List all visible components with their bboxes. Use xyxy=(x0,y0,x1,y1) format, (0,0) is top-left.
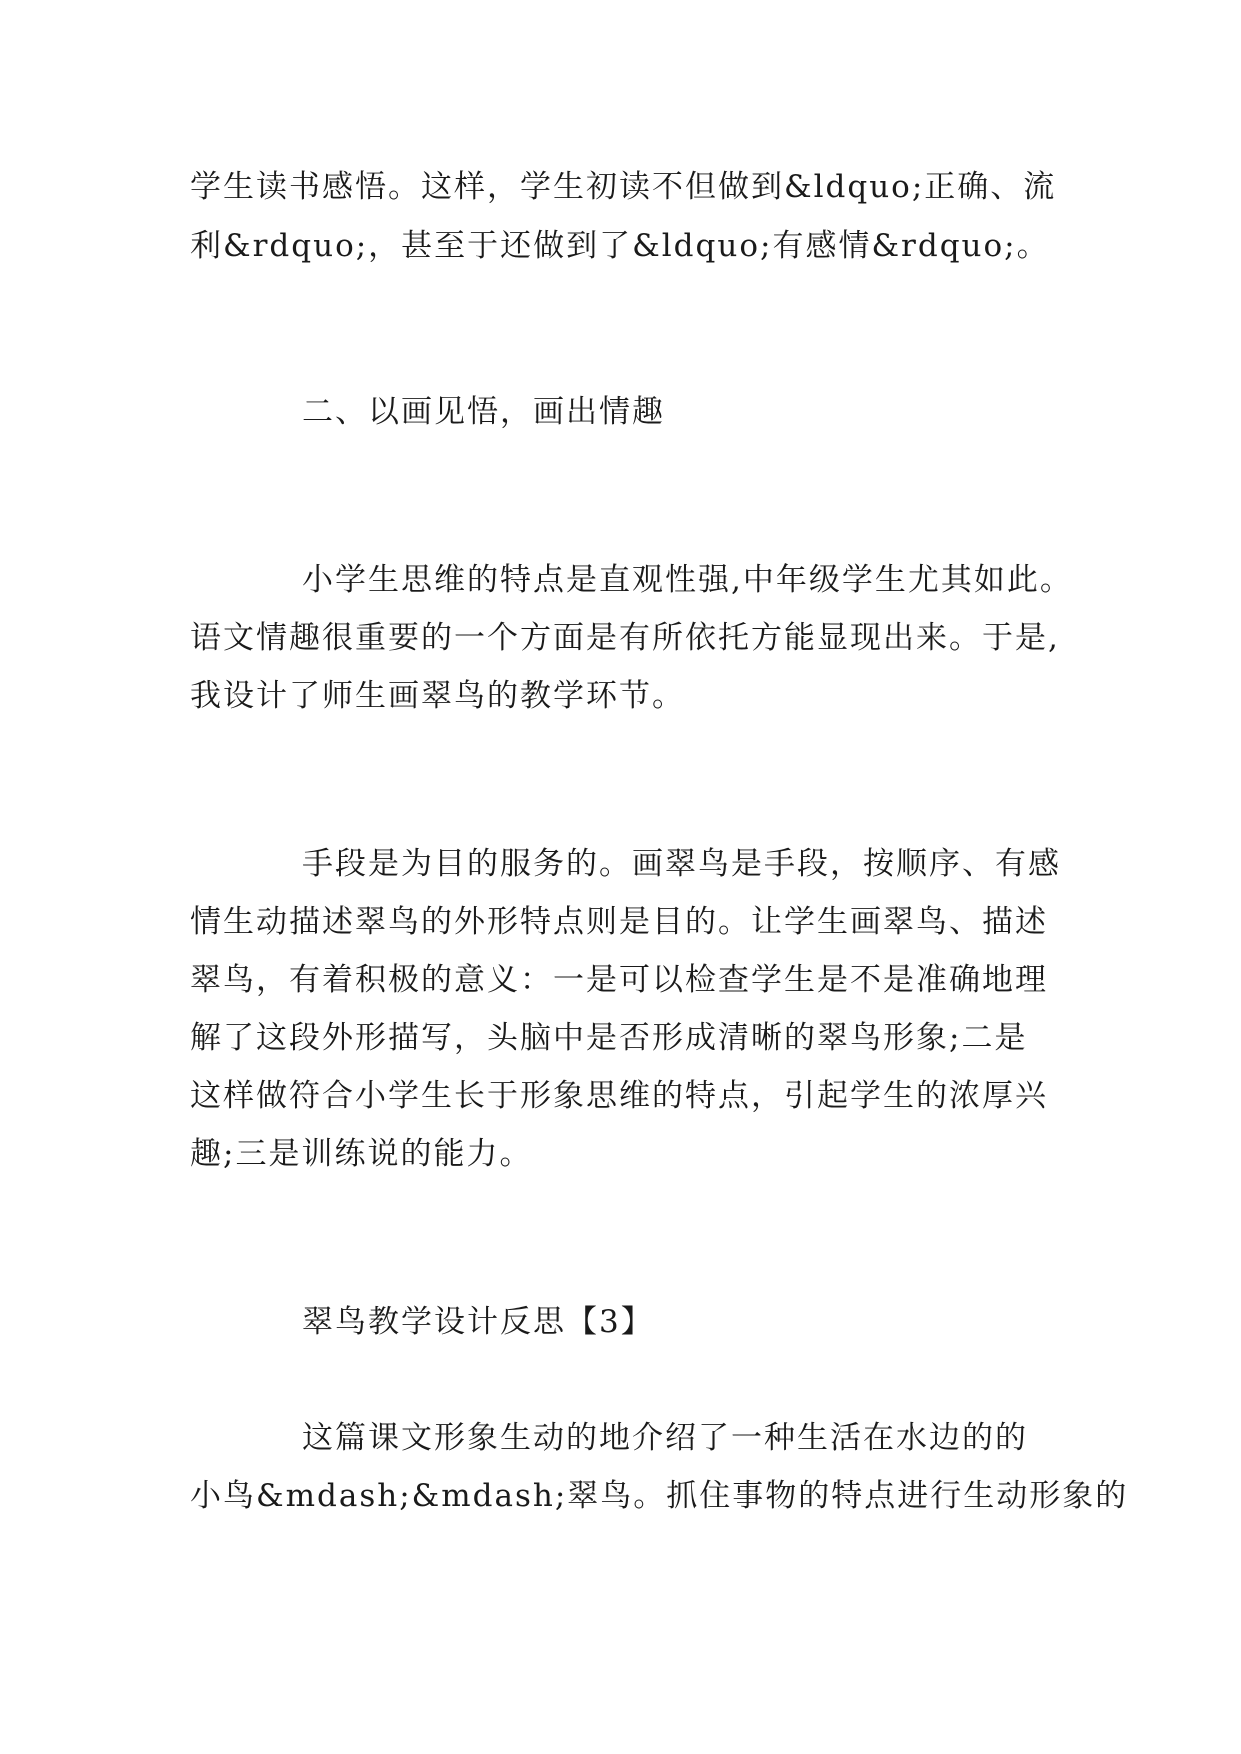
paragraph-4-line-1: 这篇课文形象生动的地介绍了一种生活在水边的的 xyxy=(302,1420,1028,1456)
paragraph-3-line-2: 情生动描述翠鸟的外形特点则是目的。让学生画翠鸟、描述 xyxy=(190,904,1048,940)
section-heading-2: 二、以画见悟，画出情趣 xyxy=(302,394,665,430)
paragraph-2-line-1: 小学生思维的特点是直观性强,中年级学生尤其如此。 xyxy=(302,562,1073,598)
paragraph-2-line-2: 语文情趣很重要的一个方面是有所依托方能显现出来。于是, xyxy=(190,620,1060,656)
paragraph-2-line-3: 我设计了师生画翠鸟的教学环节。 xyxy=(190,678,685,714)
section-heading-3: 翠鸟教学设计反思【3】 xyxy=(302,1304,654,1340)
paragraph-3-line-5: 这样做符合小学生长于形象思维的特点，引起学生的浓厚兴 xyxy=(190,1078,1048,1114)
paragraph-1-line-2: 利&rdquo;，甚至于还做到了&ldquo;有感情&rdquo;。 xyxy=(190,228,1050,264)
paragraph-4-line-2: 小鸟&mdash;&mdash;翠鸟。抓住事物的特点进行生动形象的 xyxy=(190,1478,1129,1514)
paragraph-3-line-3: 翠鸟，有着积极的意义：一是可以检查学生是不是准确地理 xyxy=(190,962,1048,998)
paragraph-1-line-1: 学生读书感悟。这样，学生初读不但做到&ldquo;正确、流 xyxy=(190,169,1057,205)
paragraph-3-line-6: 趣;三是训练说的能力。 xyxy=(190,1136,533,1172)
paragraph-3-line-4: 解了这段外形描写，头脑中是否形成清晰的翠鸟形象;二是 xyxy=(190,1020,1028,1056)
paragraph-3-line-1: 手段是为目的服务的。画翠鸟是手段，按顺序、有感 xyxy=(302,846,1061,882)
